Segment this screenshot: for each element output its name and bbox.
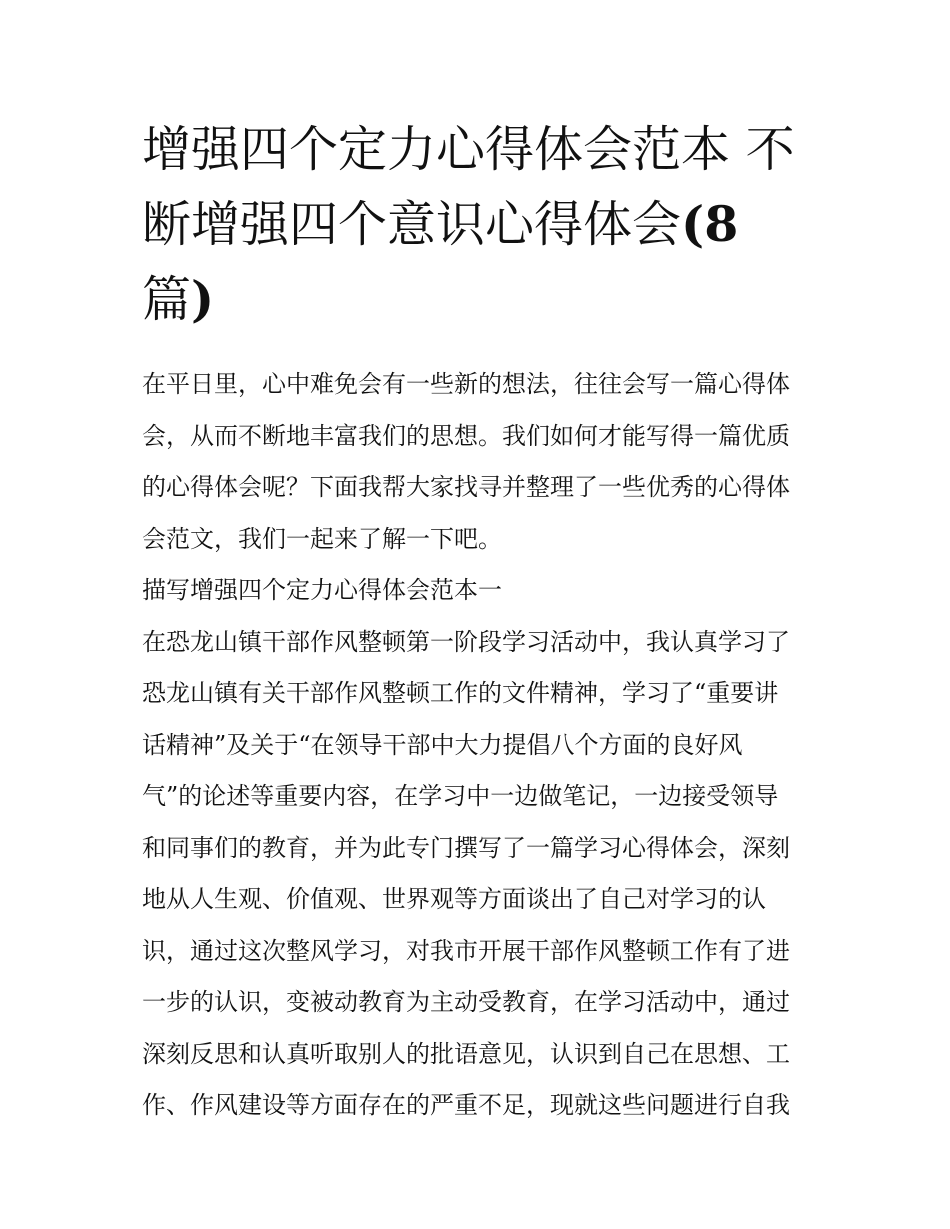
intro-line: 的心得体会呢？下面我帮大家找寻并整理了一些优秀的心得体 [142, 473, 790, 501]
intro-line: 在平日里，心中难免会有一些新的想法，往往会写一篇心得体 [142, 370, 790, 398]
section-line: 一步的认识，变被动教育为主动受教育，在学习活动中，通过 [142, 988, 790, 1016]
intro-paragraph [142, 359, 822, 565]
section-paragraph [142, 617, 822, 1132]
section-line: 恐龙山镇有关干部作风整顿工作的文件精神，学习了“重要讲 [142, 679, 779, 707]
section-line: 识，通过这次整风学习，对我市开展干部作风整顿工作有了进 [142, 936, 790, 965]
section-line: 作、作风建设等方面存在的严重不足，现就这些问题进行自我 [142, 1091, 790, 1119]
title-line-2-bold: (8 [681, 195, 739, 253]
title-line-3 [142, 262, 822, 337]
title-line-2-text: 断增强四个意识心得体会 [142, 196, 682, 253]
title-line-2 [142, 187, 822, 262]
section-line: 在恐龙山镇干部作风整顿第一阶段学习活动中，我认真学习了 [142, 627, 790, 656]
title-line-1 [142, 112, 822, 187]
section-line: 话精神”及关于“在领导干部中大力提倡八个方面的良好风 [142, 730, 743, 759]
section-line: 地从人生观、价值观、世界观等方面谈出了自己对学习的认 [142, 885, 766, 913]
intro-line: 会，从而不断地丰富我们的思想。我们如何才能写得一篇优质 [142, 421, 790, 450]
title-line-3-text: 篇 [142, 271, 192, 328]
intro-line: 会范文，我们一起来了解一下吧。 [142, 524, 502, 553]
section-line: 深刻反思和认真听取别人的批语意见，认识到自己在思想、工 [142, 1039, 790, 1068]
section-line: 和同事们的教育，并为此专门撰写了一篇学习心得体会，深刻 [142, 833, 790, 862]
document-page [142, 112, 822, 1132]
title-line-3-bold: ) [191, 270, 215, 328]
document-title [142, 112, 822, 337]
document-body [142, 359, 822, 1132]
title-line-1-text: 增强四个定力心得体会范本 不 [142, 121, 795, 178]
section-heading: 描写增强四个定力心得体会范本一 [142, 576, 502, 604]
section-line: 气”的论述等重要内容，在学习中一边做笔记，一边接受领导 [142, 782, 779, 810]
